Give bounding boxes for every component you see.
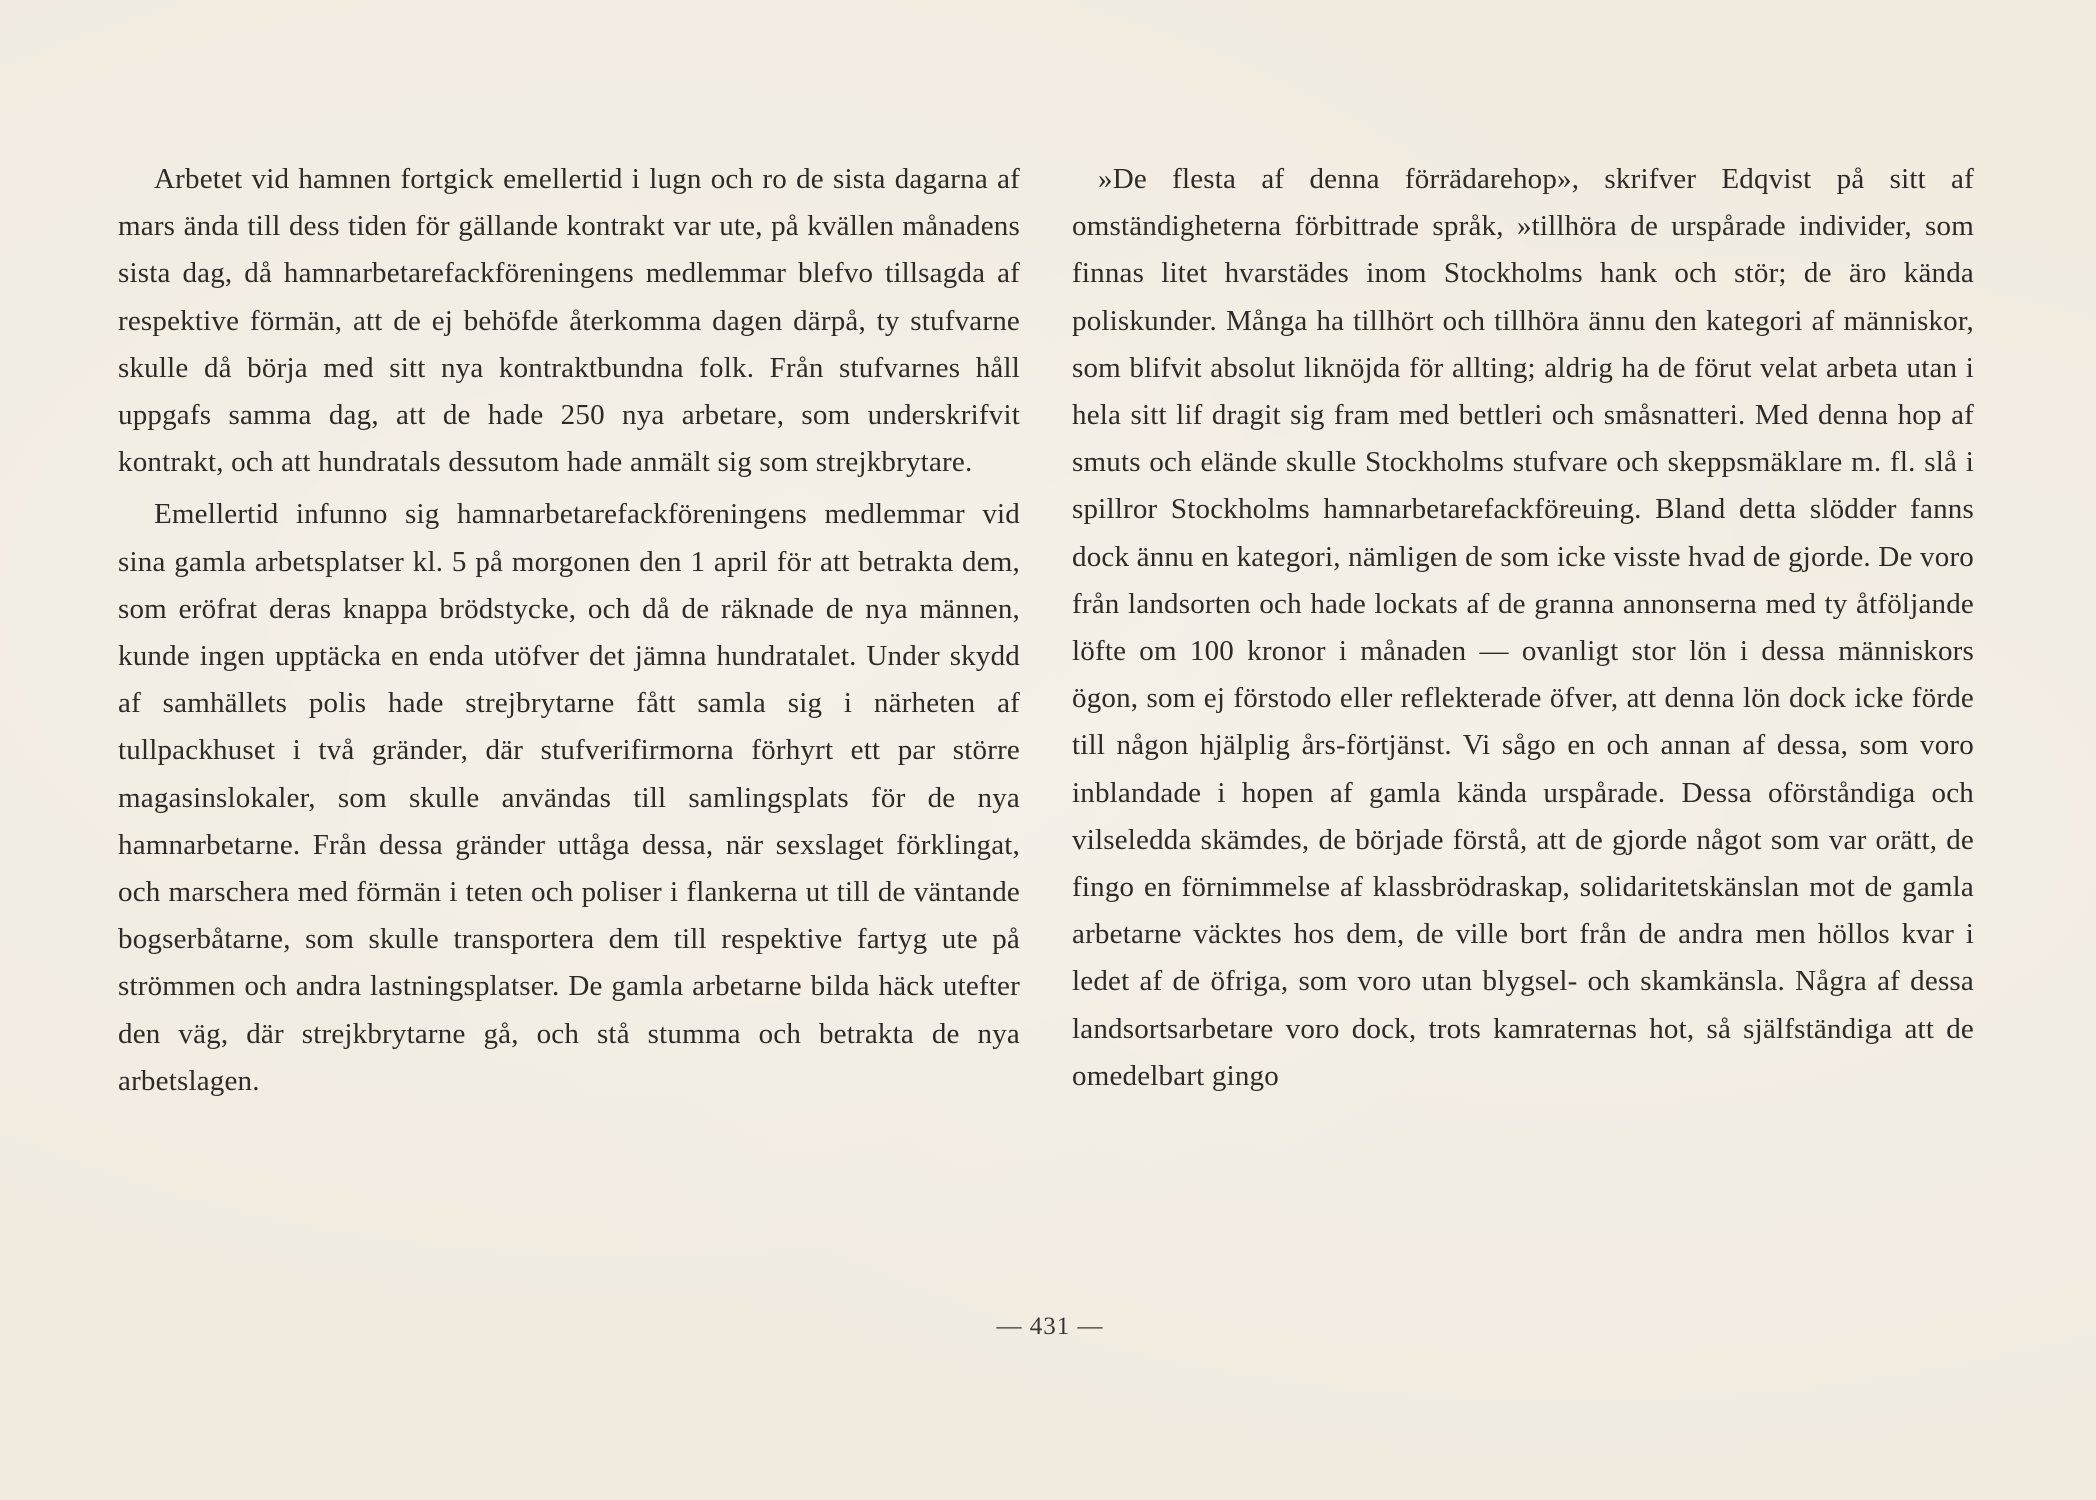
- left-column: [118, 156, 1020, 1105]
- page-number: — 431 —: [996, 1313, 1104, 1340]
- paragraph: Emellertid infunno sig hamnarbetarefackföreningens medlemmar vid sina gamla arbetsplatser kl. 5 på morgonen den 1 april för att betrakta dem, som eröfrat deras knappa brödstycke, och då de räknade de nya männen, kunde ingen upptäcka en enda utöfver det jämna hundratalet. Under skydd af samhällets polis hade strejbrytarne fått samla sig i närheten af tullpackhuset i två gränder, där stufverifirmorna förhyrt ett par större magasinslokaler, som skulle användas till samlingsplats för de nya hamnarbetarne. Från dessa gränder uttåga dessa, när sexslaget förklingat, och marschera med förmän i teten och poliser i flankerna ut till de väntande bogserbåtarne, som skulle transportera dem till respektive fartyg ute på strömmen och andra lastningsplatser. De gamla arbetarne bilda häck utefter den väg, där strejkbrytarne gå, och stå stumma och betrakta de nya arbetslagen.: [118, 498, 1020, 1097]
- right-column: [1072, 156, 1974, 1100]
- paragraph: »De flesta af denna förrädarehop», skrifver Edqvist på sitt af omständigheterna förbittrade språk, »tillhöra de urspårade individer, som finnas litet hvarstädes inom Stockholms hank och stör; de äro kända poliskunder. Många ha tillhört och tillhöra ännu den kategori af människor, som blifvit absolut liknöjda för allting; aldrig ha de förut velat arbeta utan i hela sitt lif dragit sig fram med bettleri och småsnatteri. Med denna hop af smuts och elände skulle Stockholms stufvare och skeppsmäklare m. fl. slå i spillror Stockholms hamnarbetarefackföreuing. Bland detta slödder fanns dock ännu en kategori, nämligen de som icke visste hvad de gjorde. De voro från landsorten och hade lockats af de granna annonserna med ty åtföljande löfte om 100 kronor i månaden — ovanligt stor lön i dessa människors ögon, som ej förstodo eller reflekterade öfver, att denna lön dock icke förde till någon hjälplig års-förtjänst. Vi sågo en och annan af dessa, som voro inblandade i hopen af gamla kända urspårade. Dessa oförståndiga och vilseledda skämdes, de började förstå, att de gjorde något som var orätt, de fingo en förnimmelse af klassbrödraskap, solidaritetskänslan mot de gamla arbetarne väcktes hos dem, de ville bort från de andra men höllos kvar i ledet af de öfriga, som voro utan blygsel- och skamkänsla. Några af dessa landsortsarbetare voro dock, trots kamraternas hot, så själfständiga att de omedelbart gingo: [1072, 163, 1974, 1092]
- paragraph: Arbetet vid hamnen fortgick emellertid i lugn och ro de sista dagarna af mars ända till dess tiden för gällande kontrakt var ute, på kvällen månadens sista dag, då hamnarbetarefackföreningens medlemmar blefvo tillsagda af respektive förmän, att de ej behöfde återkomma dagen därpå, ty stufvarne skulle då börja med sitt nya kontraktbundna folk. Från stufvarnes håll uppgafs samma dag, att de hade 250 nya arbetare, som underskrifvit kontrakt, och att hundratals dessutom hade anmält sig som strejkbrytare.: [118, 163, 1020, 479]
